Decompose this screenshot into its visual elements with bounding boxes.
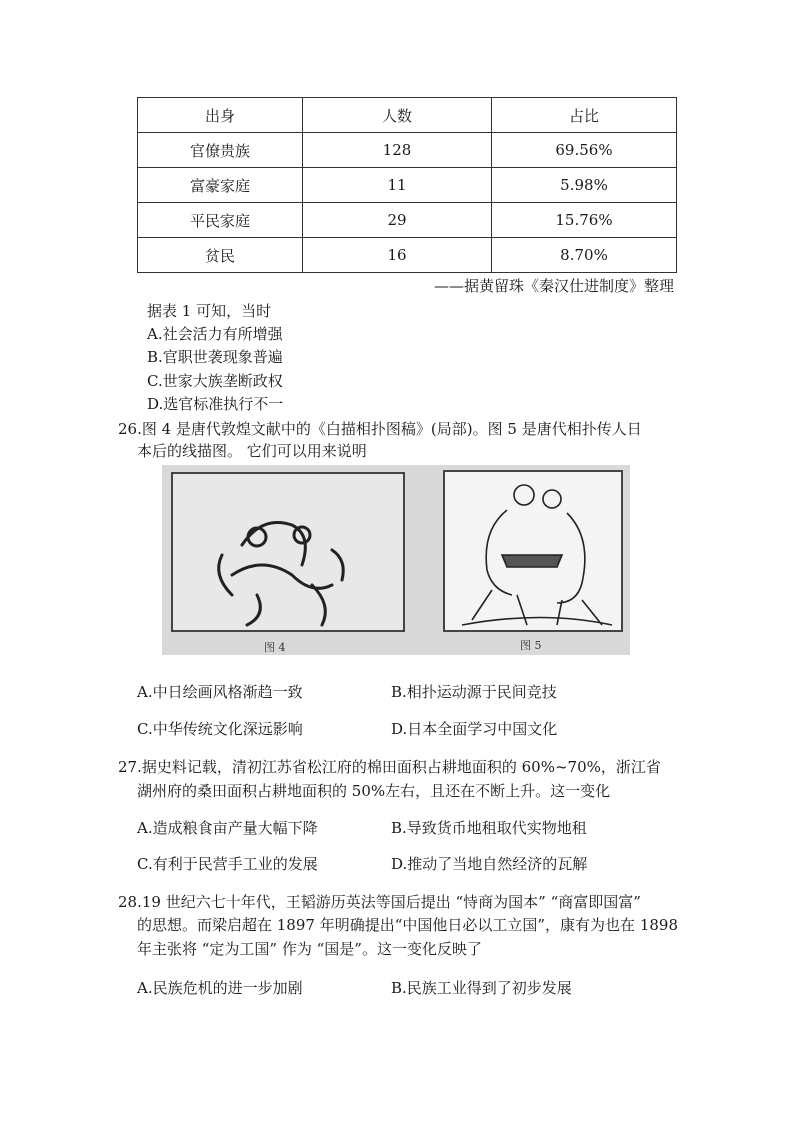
table-cell: 平民家庭 [138,203,303,238]
q25-option-b: B.官职世袭现象普遍 [147,348,283,366]
q26-option-b: B.相扑运动源于民间竞技 [391,683,557,701]
q26-option-d: D.日本全面学习中国文化 [391,720,558,738]
q25-option-c: C.世家大族垄断政权 [147,372,283,390]
table-header: 出身 [138,98,303,133]
table-cell: 128 [303,133,492,168]
q26-option-c: C.中华传统文化深远影响 [137,720,303,738]
table-row [138,203,677,238]
table-cell: 15.76% [492,203,677,238]
fig5-label: 图 5 [520,639,542,652]
q27-stem-line1: 27.据史料记载，清初江苏省松江府的棉田面积占耕地面积的 60%~70%，浙江省 [118,758,661,776]
table-header: 人数 [303,98,492,133]
q25-option-a: A.社会活力有所增强 [147,325,283,343]
q25-stem: 据表 1 可知，当时 [147,302,272,320]
table-cell: 69.56% [492,133,677,168]
q26-stem-line2: 本后的线描图。 它们可以用来说明 [137,442,367,460]
fig4-frame [172,473,404,631]
table-cell: 29 [303,203,492,238]
table-cell: 16 [303,238,492,273]
fig4-label: 图 4 [264,641,286,654]
table-row [138,168,677,203]
q26-stem-line1: 26.图 4 是唐代敦煌文献中的《白描相扑图稿》(局部)。图 5 是唐代相扑传人日 [118,420,642,438]
q28-option-a: A.民族危机的进一步加剧 [137,979,303,997]
q28-option-b: B.民族工业得到了初步发展 [391,979,572,997]
q28-stem-line1: 28.19 世纪六七十年代，王韬游历英法等国后提出 “恃商为国本” “商富即国富” [118,893,641,911]
q28-stem-line2: 的思想。而梁启超在 1897 年明确提出“中国他日必以工立国”，康有为也在 1898 [137,916,678,934]
q26-option-a: A.中日绘画风格渐趋一致 [137,683,303,701]
table-cell: 5.98% [492,168,677,203]
table-cell: 11 [303,168,492,203]
q27-option-a: A.造成粮食亩产量大幅下降 [137,819,318,837]
table-row [138,238,677,273]
table-source: ——据黄留珠《秦汉仕进制度》整理 [433,277,674,295]
table-cell: 8.70% [492,238,677,273]
sumo-illustrations [162,465,630,655]
fig5-frame [444,471,622,631]
q27-stem-line2: 湖州府的桑田面积占耕地面积的 50%左右，且还在不断上升。这一变化 [137,782,611,800]
q27-option-b: B.导致货币地租取代实物地租 [391,819,587,837]
table-header-row [138,98,677,133]
table-row [138,133,677,168]
q25-option-d: D.选官标准执行不一 [147,395,284,413]
table-cell: 官僚贵族 [138,133,303,168]
q28-stem-line3: 年主张将 “定为工国” 作为 “国是”。这一变化反映了 [137,940,482,958]
origin-table [137,97,677,273]
table-cell: 贫民 [138,238,303,273]
table-header: 占比 [492,98,677,133]
table-cell: 富豪家庭 [138,168,303,203]
figure-panel [162,465,630,655]
q27-option-d: D.推动了当地自然经济的瓦解 [391,855,588,873]
q27-option-c: C.有利于民营手工业的发展 [137,855,318,873]
